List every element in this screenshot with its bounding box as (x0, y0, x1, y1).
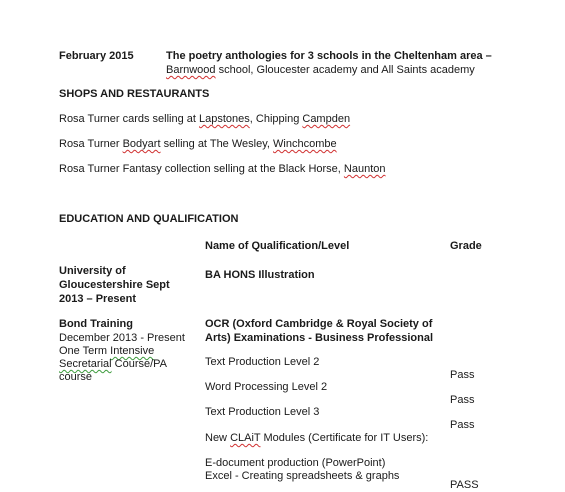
entry-title: The poetry anthologies for 3 schools in the Cheltenham area – (166, 50, 492, 62)
course-text: One Term (59, 345, 111, 357)
shop-item (59, 162, 386, 176)
clait-text: New (205, 432, 231, 444)
flagged-word: Barnwood (166, 64, 216, 76)
clait-text: Modules (Certificate for IT Users): (260, 432, 429, 444)
course-description (59, 357, 167, 371)
entry-date: February 2015 (59, 50, 134, 62)
institution-name: Bond Training (59, 318, 133, 330)
module-name: Word Processing Level 2 (205, 381, 328, 393)
shop-text: Rosa Turner cards selling at (59, 113, 200, 125)
entry-subtitle (166, 63, 475, 77)
institution-name: Gloucestershire Sept (59, 279, 170, 291)
flagged-word: Campden (302, 113, 351, 125)
shop-text: Rosa Turner (59, 138, 123, 150)
module-name: Text Production Level 3 (205, 406, 320, 418)
institution-dates: 2013 – Present (59, 293, 137, 305)
qualification-name: BA HONS Illustration (205, 269, 315, 281)
shop-text: selling at The Wesley, (160, 138, 274, 150)
shop-text: Rosa Turner Fantasy collection selling at the Black Horse, (59, 163, 344, 175)
flagged-word: Lapstones (199, 113, 250, 125)
education-heading: EDUCATION AND QUALIFICATION (59, 213, 239, 225)
course-description: course (59, 371, 93, 383)
course-description (59, 344, 154, 358)
clait-item: Excel - Creating spreadsheets & graphs (205, 470, 400, 482)
entry-subtitle-text: school, Gloucester academy and All Saints academy (215, 64, 475, 76)
flagged-word: Bodyart (122, 138, 161, 150)
column-header-grade: Grade (450, 240, 482, 252)
clait-heading (205, 431, 428, 445)
flagged-word: Intensive (110, 345, 155, 357)
course-text: Course/PA (111, 358, 168, 370)
qualification-name: OCR (Oxford Cambridge & Royal Society of (205, 318, 433, 330)
flagged-word: Naunton (343, 163, 386, 175)
institution-dates: December 2013 - Present (59, 332, 185, 344)
flagged-word: CLAiT (230, 432, 261, 444)
module-grade: Pass (450, 369, 475, 381)
shops-heading: SHOPS AND RESTAURANTS (59, 88, 210, 100)
clait-item: E-document production (PowerPoint) (205, 457, 386, 469)
module-grade: Pass (450, 419, 475, 431)
shop-item (59, 137, 337, 151)
module-grade: PASS (450, 479, 479, 491)
module-grade: Pass (450, 394, 475, 406)
column-header-qualification: Name of Qualification/Level (205, 240, 350, 252)
institution-name: University of (59, 265, 126, 277)
shop-text: , Chipping (249, 113, 303, 125)
qualification-name: Arts) Examinations - Business Professional (205, 332, 434, 344)
flagged-word: Winchcombe (273, 138, 337, 150)
flagged-word: Secretarial (59, 358, 112, 370)
shop-item (59, 112, 350, 126)
module-name: Text Production Level 2 (205, 356, 320, 368)
